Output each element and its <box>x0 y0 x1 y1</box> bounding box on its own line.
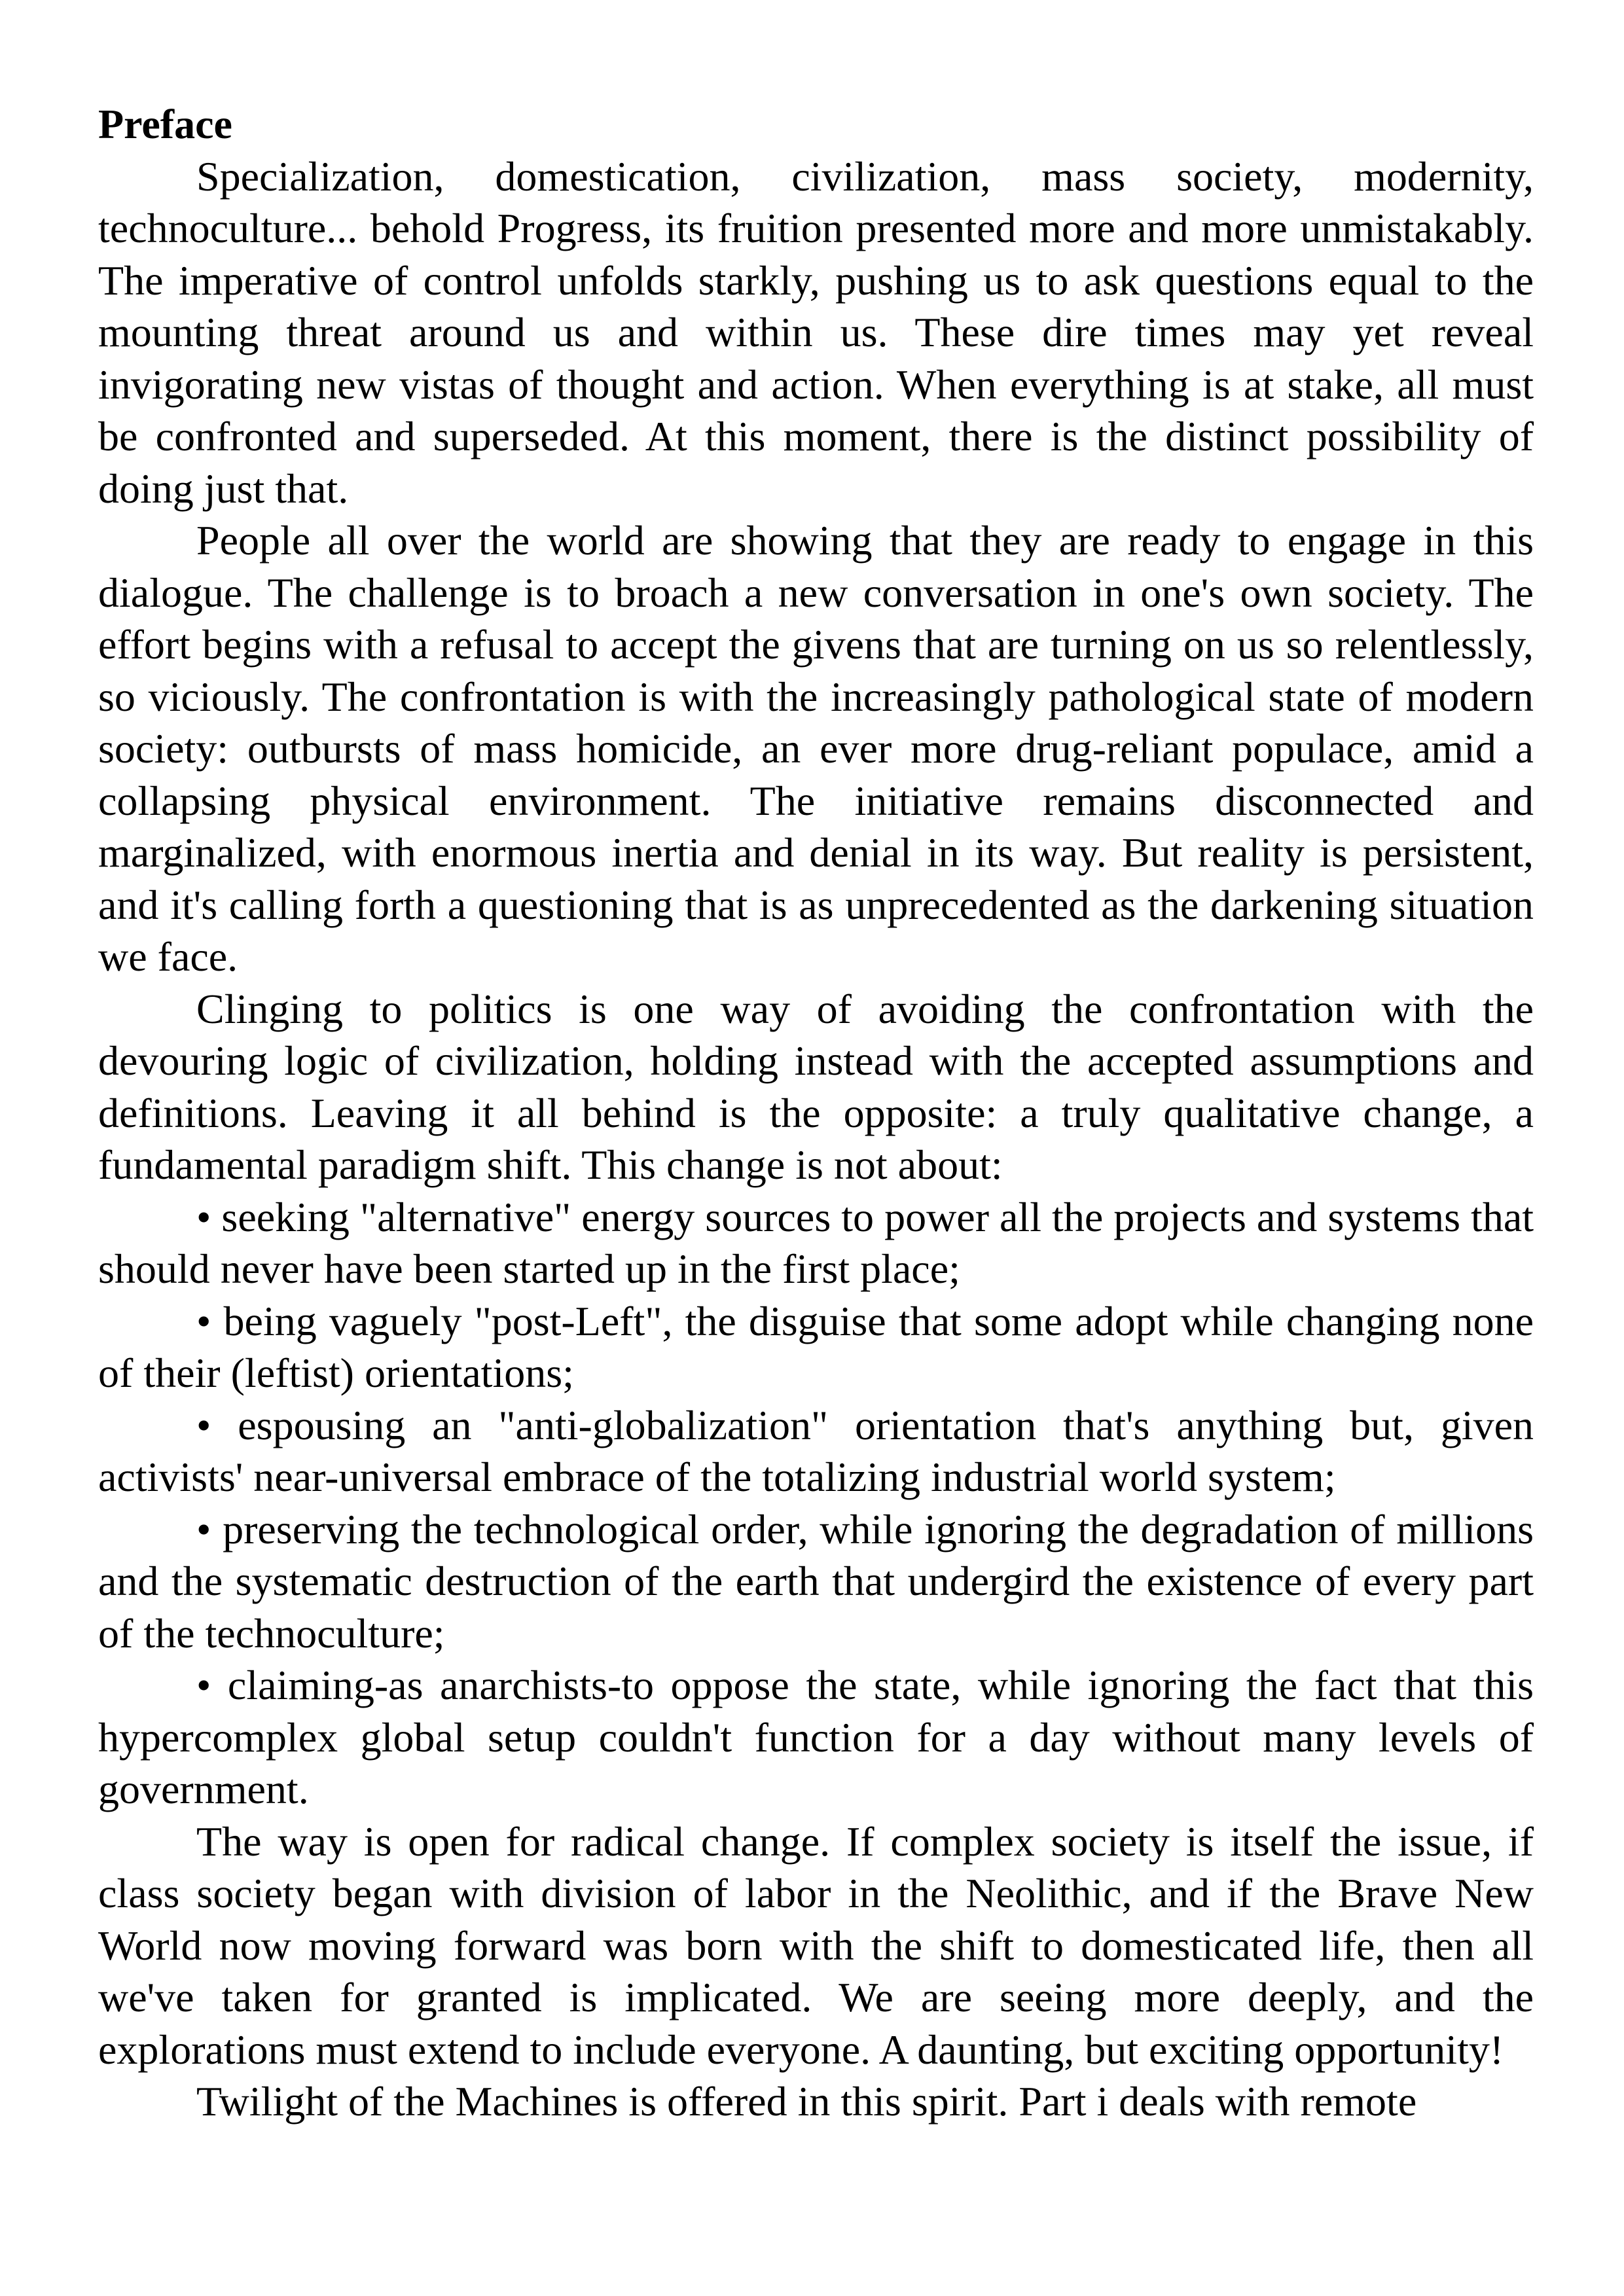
paragraph-4: The way is open for radical change. If complex society is itself the issue, if class society began with division of labor in the Neolithic, and if the Brave New World now moving forward was born with the shift to domesticated life, then all we've taken for granted is implicated. We are seeing more deeply, and the explorations must extend to include everyone. A daunting, but exciting opportunity! <box>98 1818 1534 2073</box>
paragraph-5: Twilight of the Machines is offered in this spirit. Part i deals with remote <box>196 2078 1417 2125</box>
bullet-item-3: • espousing an "anti-globalization" orientation that's anything but, given activists' near-universal embrace of the totalizing industrial world system; <box>98 1401 1534 1500</box>
page <box>98 98 1534 2128</box>
bullet-item-5: • claiming-as anarchists-to oppose the state, while ignoring the fact that this hypercomplex global setup couldn't function for a day without many levels of government. <box>98 1662 1534 1812</box>
paragraph-1: Specialization, domestication, civilization, mass society, modernity, technoculture... behold Progress, its fruition presented more and more unmistakably. The imperative of control unfolds starkly, pushing us to ask questions equal to the mounting threat around us and within us. These dire times may yet reveal invigorating new vistas of thought and action. When everything is at stake, all must be confronted and superseded. At this moment, there is the distinct possibility of doing just that. <box>98 152 1534 512</box>
bullet-item-4: • preserving the technological order, while ignoring the degradation of millions and the systematic destruction of the earth that undergird the existence of every part of the technoculture; <box>98 1505 1534 1657</box>
paragraph-3: Clinging to politics is one way of avoiding the confrontation with the devouring logic of civilization, holding instead with the accepted assumptions and definitions. Leaving it all behind is the opposite: a truly qualitative change, a fundamental paradigm shift. This change is not about: <box>98 985 1534 1188</box>
bullet-item-1: • seeking "alternative" energy sources to power all the projects and systems that should never have been started up in the first place; <box>98 1193 1534 1292</box>
section-heading: Preface <box>98 101 232 147</box>
bullet-item-2: • being vaguely "post-Left", the disguise that some adopt while changing none of their (leftist) orientations; <box>98 1297 1534 1396</box>
paragraph-2: People all over the world are showing that they are ready to engage in this dialogue. The challenge is to broach a new conversation in one's own society. The effort begins with a refusal to accept the givens that are turning on us so relentlessly, so viciously. The confrontation is with the increasingly pathological state of modern society: outbursts of mass homicide, an ever more drug-reliant populace, amid a collapsing physical environment. The initiative remains disconnected and marginalized, with enormous inertia and denial in its way. But reality is persistent, and it's calling forth a questioning that is as unprecedented as the darkening situation we face. <box>98 517 1534 980</box>
